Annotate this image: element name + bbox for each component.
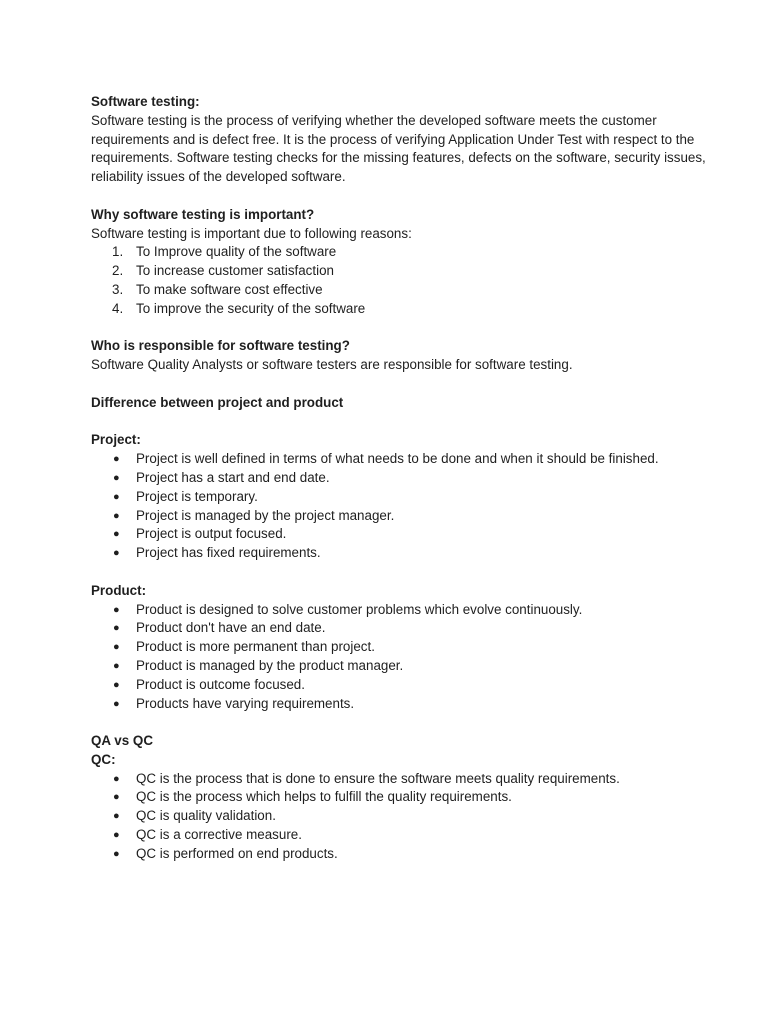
reasons-numbered-list — [91, 243, 708, 318]
spacer — [91, 563, 708, 582]
spacer — [91, 713, 708, 732]
list-item-text: QC is performed on end products. — [136, 845, 338, 861]
sub-heading-project: Project: — [91, 432, 141, 448]
list-item — [91, 826, 708, 845]
product-bullet-list — [91, 601, 708, 714]
bullet-icon: ● — [113, 829, 120, 842]
bullet-icon: ● — [113, 453, 120, 466]
list-item — [91, 770, 708, 789]
section-heading-qa-vs-qc: QA vs QC — [91, 733, 154, 749]
bullet-icon: ● — [113, 697, 120, 710]
spacer — [91, 413, 708, 432]
spacer — [91, 187, 708, 206]
list-item-text: Project is managed by the project manager. — [136, 507, 395, 523]
list-item-text: QC is the process that is done to ensure the software meets quality requirements. — [136, 770, 620, 786]
list-number: 2. — [112, 263, 124, 279]
list-item-text: Product don't have an end date. — [136, 620, 326, 636]
list-item-text: To Improve quality of the software — [136, 244, 337, 260]
list-item-text: Product is outcome focused. — [136, 676, 305, 692]
list-item-text: Product is managed by the product manager. — [136, 657, 404, 673]
section-heading-software-testing: Software testing: — [91, 94, 200, 109]
why-testing-intro: Software testing is important due to following reasons: — [91, 225, 412, 241]
bullet-icon: ● — [113, 603, 120, 616]
list-item-text: To improve the security of the software — [136, 300, 366, 316]
list-item-text: Products have varying requirements. — [136, 695, 355, 711]
list-item — [91, 507, 708, 526]
list-item-text: Product is more permanent than project. — [136, 639, 375, 655]
who-responsible-paragraph: Software Quality Analysts or software testers are responsible for software testing. — [91, 357, 573, 373]
spacer — [91, 375, 708, 394]
list-item — [91, 807, 708, 826]
bullet-icon: ● — [113, 622, 120, 635]
list-item — [91, 788, 708, 807]
bullet-icon: ● — [113, 810, 120, 823]
bullet-icon: ● — [113, 471, 120, 484]
bullet-icon: ● — [113, 659, 120, 672]
list-item — [91, 281, 708, 300]
section-heading-who-responsible: Who is responsible for software testing? — [91, 338, 350, 354]
list-number: 3. — [112, 281, 124, 297]
list-item-text: Project is temporary. — [136, 488, 258, 504]
list-item — [91, 450, 708, 469]
list-item — [91, 243, 708, 262]
sub-heading-qc: QC: — [91, 751, 116, 767]
list-item — [91, 488, 708, 507]
section-heading-why-testing: Why software testing is important? — [91, 206, 315, 222]
list-item — [91, 544, 708, 563]
spacer — [91, 319, 708, 338]
list-item-text: QC is the process which helps to fulfill the quality requirements. — [136, 789, 512, 805]
list-item — [91, 695, 708, 714]
list-item-text: Project is well defined in terms of what needs to be done and when it should be finished. — [136, 451, 659, 467]
list-item — [91, 525, 708, 544]
list-item-text: Project has fixed requirements. — [136, 545, 321, 561]
bullet-icon: ● — [113, 547, 120, 560]
list-number: 1. — [112, 244, 124, 260]
list-item-text: QC is a corrective measure. — [136, 827, 302, 843]
list-item — [91, 657, 708, 676]
qc-bullet-list — [91, 770, 708, 864]
bullet-icon: ● — [113, 772, 120, 785]
bullet-icon: ● — [113, 509, 120, 522]
list-item — [91, 845, 708, 864]
list-item-text: QC is quality validation. — [136, 808, 276, 824]
list-item-text: To increase customer satisfaction — [136, 263, 334, 279]
bullet-icon: ● — [113, 847, 120, 860]
list-item — [91, 619, 708, 638]
bullet-icon: ● — [113, 490, 120, 503]
bullet-icon: ● — [113, 791, 120, 804]
list-item — [91, 601, 708, 620]
sub-heading-product: Product: — [91, 582, 147, 598]
bullet-icon: ● — [113, 678, 120, 691]
list-item — [91, 300, 708, 319]
project-bullet-list — [91, 450, 708, 563]
list-item — [91, 676, 708, 695]
software-testing-paragraph: Software testing is the process of verifying whether the developed software meets the customer requirements and is defect free. It is the process of verifying Application Under Test with respect to the requirements. Software testing checks for the missing features, defects on the software, security issues, reliability issues of the developed software. — [91, 112, 706, 185]
list-item-text: Product is designed to solve customer problems which evolve continuously. — [136, 601, 583, 617]
section-heading-difference: Difference between project and product — [91, 394, 344, 410]
list-number: 4. — [112, 300, 124, 316]
list-item — [91, 638, 708, 657]
list-item-text: Project is output focused. — [136, 526, 287, 542]
bullet-icon: ● — [113, 528, 120, 541]
list-item-text: To make software cost effective — [136, 281, 323, 297]
list-item-text: Project has a start and end date. — [136, 469, 330, 485]
bullet-icon: ● — [113, 641, 120, 654]
list-item — [91, 262, 708, 281]
list-item — [91, 469, 708, 488]
